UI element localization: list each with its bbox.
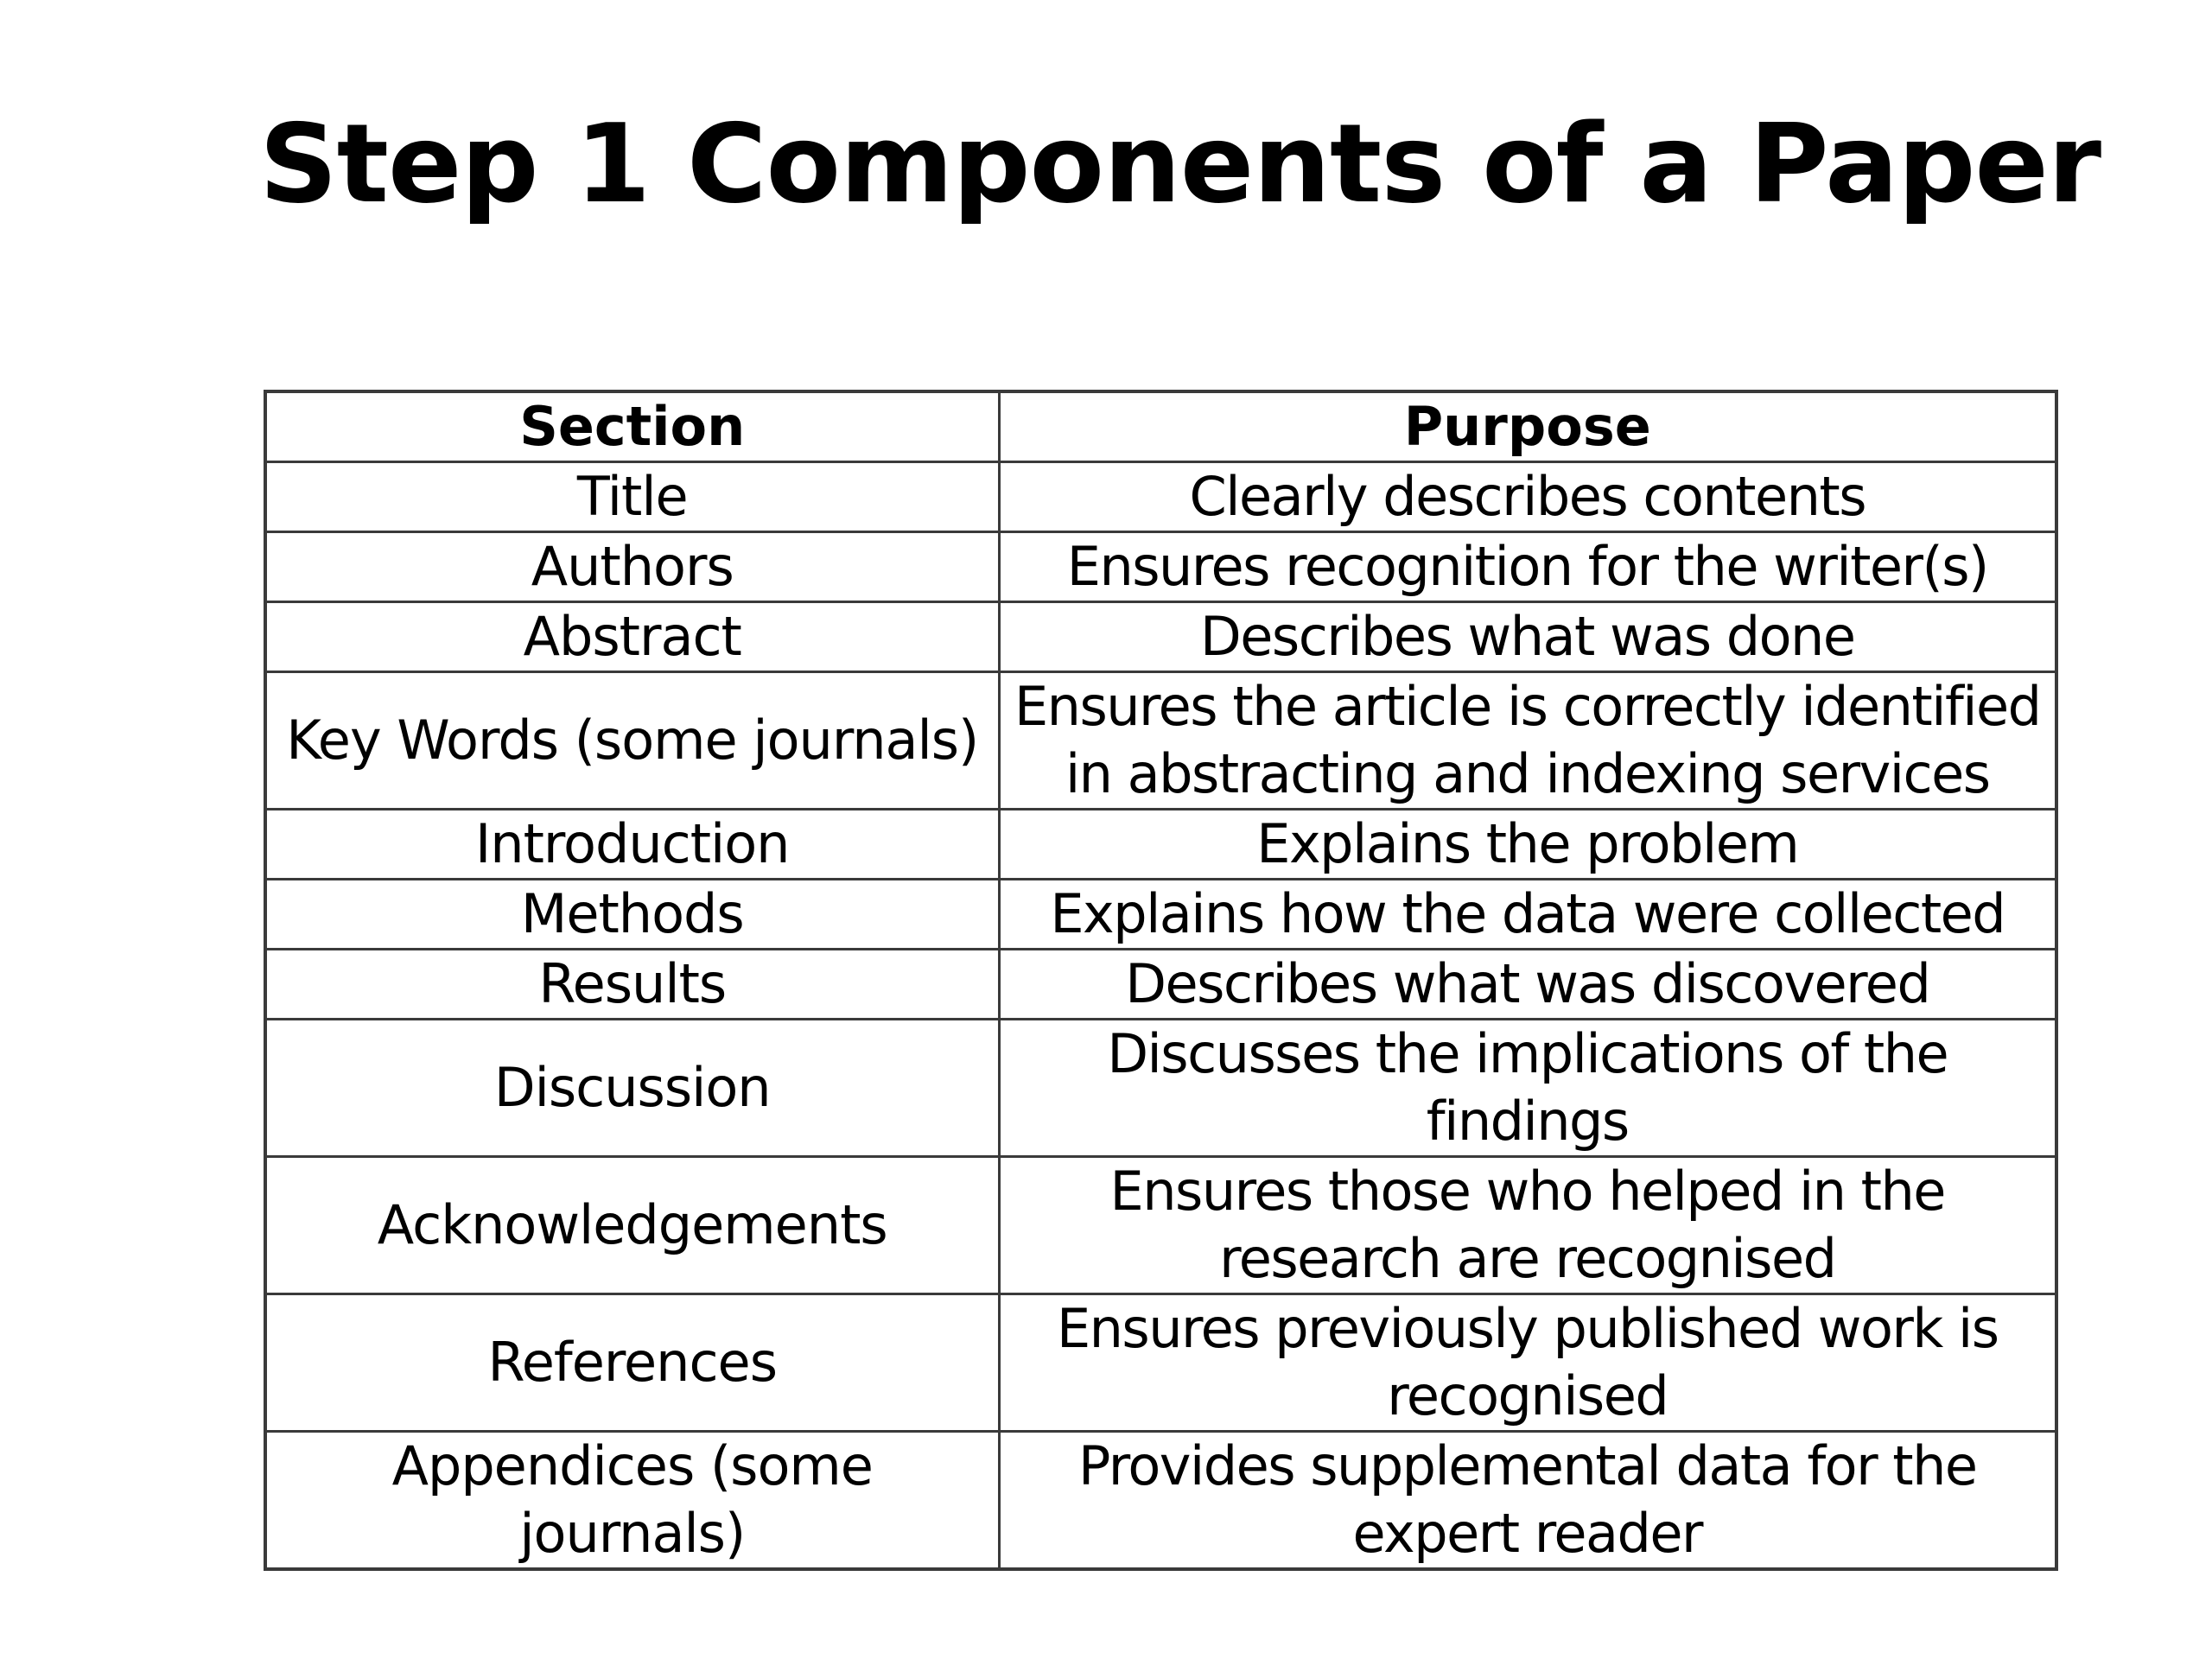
purpose-label: Ensures recognition for the writer(s)	[1066, 535, 1988, 598]
section-cell	[265, 1432, 999, 1570]
section-cell	[265, 1294, 999, 1432]
table-header-row	[265, 391, 2056, 462]
table-row	[265, 672, 2056, 810]
section-label: Authors	[531, 535, 734, 598]
section-label: Acknowledgements	[377, 1193, 887, 1256]
table-row	[265, 1294, 2056, 1432]
purpose-cell	[999, 672, 2056, 810]
purpose-cell	[999, 950, 2056, 1020]
section-cell	[265, 880, 999, 950]
table-row	[265, 462, 2056, 532]
table-row	[265, 532, 2056, 602]
table-row	[265, 950, 2056, 1020]
table-row	[265, 602, 2056, 672]
purpose-cell	[999, 602, 2056, 672]
section-cell	[265, 672, 999, 810]
section-cell	[265, 1020, 999, 1157]
table-row	[265, 1432, 2056, 1570]
purpose-label: Ensures those who helped in the research are recognised	[1109, 1160, 1945, 1290]
purpose-label: Ensures the article is correctly identified in abstracting and indexing services	[1014, 675, 2041, 805]
section-cell	[265, 532, 999, 602]
purpose-label: Clearly describes contents	[1189, 465, 1866, 528]
section-label: Discussion	[493, 1056, 771, 1119]
purpose-cell	[999, 462, 2056, 532]
purpose-label: Explains the problem	[1256, 812, 1799, 875]
purpose-label: Explains how the data were collected	[1050, 882, 2005, 945]
column-header-section: Section	[265, 391, 999, 462]
purpose-cell	[999, 810, 2056, 880]
section-label: Introduction	[475, 812, 790, 875]
section-label: Abstract	[523, 605, 741, 668]
section-label: References	[487, 1331, 777, 1394]
purpose-cell	[999, 1020, 2056, 1157]
column-header-purpose: Purpose	[999, 391, 2056, 462]
page-title: Step 1 Components of a Paper	[259, 100, 2101, 227]
section-label: Methods	[520, 882, 744, 945]
section-cell	[265, 950, 999, 1020]
table-row	[265, 880, 2056, 950]
purpose-label: Ensures previously published work is recognised	[1056, 1297, 1999, 1427]
components-table	[264, 390, 2058, 1571]
section-label: Key Words (some journals)	[286, 709, 979, 772]
section-label: Results	[538, 952, 727, 1015]
section-label: Appendices (some journals)	[391, 1434, 873, 1565]
table-row	[265, 810, 2056, 880]
table-row	[265, 1020, 2056, 1157]
purpose-cell	[999, 532, 2056, 602]
section-cell	[265, 602, 999, 672]
section-cell	[265, 462, 999, 532]
purpose-cell	[999, 880, 2056, 950]
purpose-label: Discusses the implications of the findings	[1107, 1022, 1948, 1153]
section-cell	[265, 1157, 999, 1294]
table-row	[265, 1157, 2056, 1294]
section-label: Title	[576, 465, 688, 528]
purpose-label: Provides supplemental data for the expert reader	[1077, 1434, 1977, 1565]
section-cell	[265, 810, 999, 880]
purpose-label: Describes what was done	[1200, 605, 1855, 668]
purpose-label: Describes what was discovered	[1125, 952, 1930, 1015]
purpose-cell	[999, 1432, 2056, 1570]
purpose-cell	[999, 1157, 2056, 1294]
purpose-cell	[999, 1294, 2056, 1432]
